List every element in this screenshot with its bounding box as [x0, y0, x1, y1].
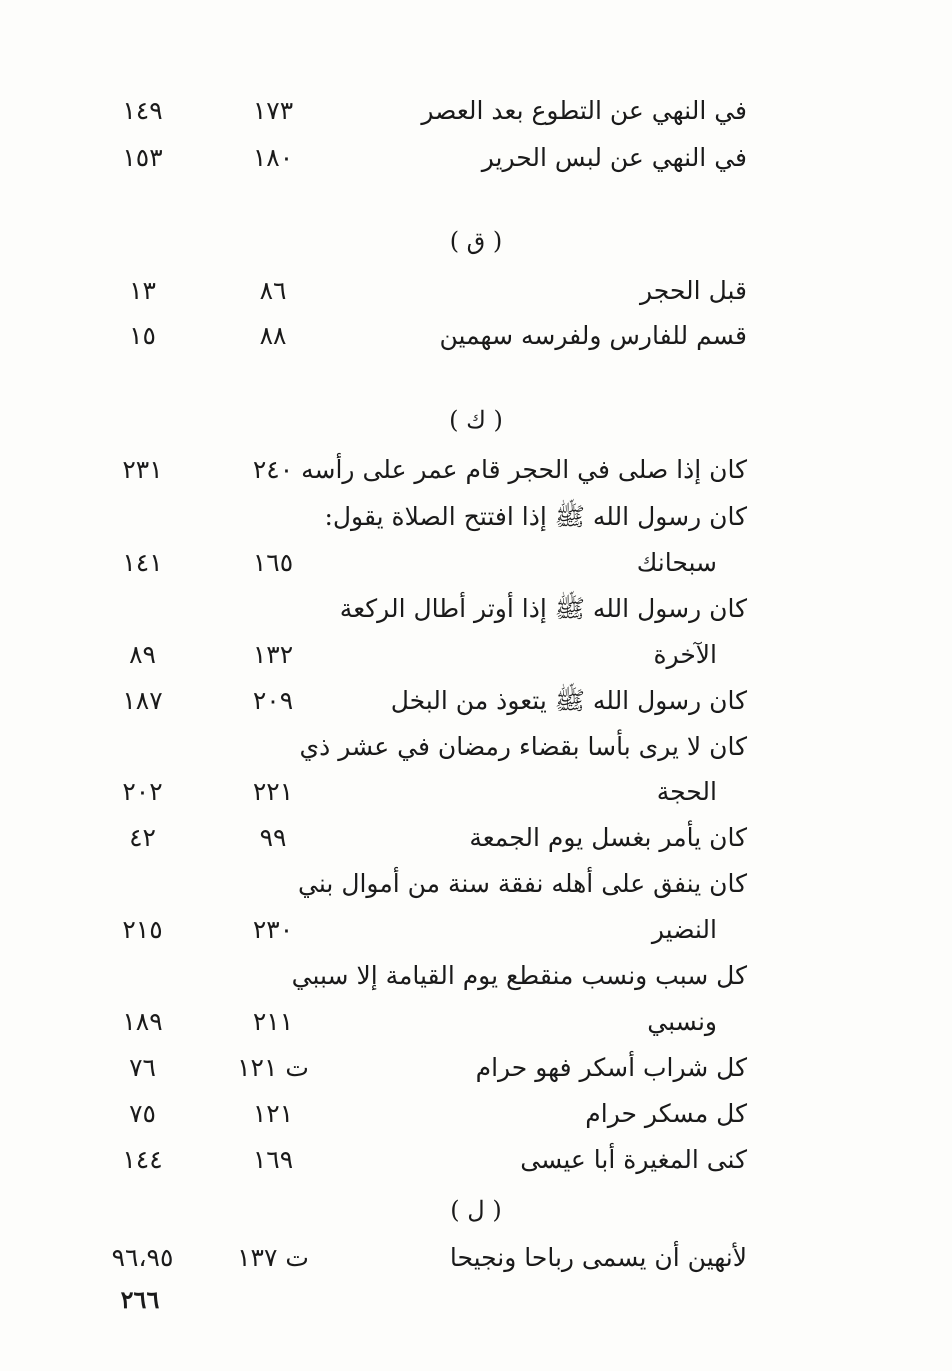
entry-text: كان رسول الله ﷺ يتعوذ من البخل: [390, 686, 747, 715]
index-row: [0, 450, 952, 490]
entry-number-1: ٢٣٠: [252, 915, 294, 944]
entry-number-2: ٩٦،٩٥: [111, 1243, 174, 1272]
index-row: [0, 271, 952, 311]
entry-number-1: ١٨٠: [252, 143, 294, 172]
entry-text: كل شراب أسكر فهو حرام: [475, 1053, 747, 1082]
entry-text: كل سبب ونسب منقطع يوم القيامة إلا سببي: [291, 961, 747, 990]
entry-number-1: ٩٩: [259, 823, 287, 852]
entry-number-2: ١٤٩: [122, 96, 163, 125]
entry-number-2: ٧٥: [129, 1099, 156, 1128]
entry-text: كان رسول الله ﷺ إذا أوتر أطال الركعة: [339, 594, 747, 623]
entry-number-1: ٢٤٠: [252, 455, 294, 484]
index-row: [0, 910, 952, 950]
entry-number-1: ٢١١: [252, 1007, 294, 1036]
index-row: [0, 316, 952, 356]
index-row: [0, 1048, 952, 1088]
entry-number-2: ٧٦: [129, 1053, 156, 1082]
index-row: [0, 1140, 952, 1180]
entry-number-1: ١٢١: [252, 1099, 294, 1128]
entry-number-1: ت ١٣٧: [237, 1243, 309, 1272]
entry-number-1: ٢٠٩: [252, 686, 294, 715]
entry-number-1: ٢٢١: [252, 777, 294, 806]
index-row: [0, 543, 952, 583]
entry-number-2: ١٤١: [122, 548, 163, 577]
entry-text: قبل الحجر: [639, 276, 747, 305]
entry-text: كل مسكر حرام: [585, 1099, 747, 1128]
entry-number-2: ١٣: [129, 276, 156, 305]
entry-text: لأنهين أن يسمى رباحا ونجيحا: [449, 1243, 747, 1272]
entry-number-2: ١٥: [129, 321, 156, 350]
entry-text: النضير: [651, 915, 717, 944]
entry-text: الآخرة: [653, 640, 717, 669]
entry-number-1: ١٦٥: [252, 548, 294, 577]
page-number: ٢٦٦: [120, 1285, 160, 1314]
index-row: [0, 1094, 952, 1134]
index-row: [0, 772, 952, 812]
entry-text: ونسبي: [647, 1007, 717, 1036]
section-header: [0, 400, 952, 440]
index-row: [0, 681, 952, 721]
section-letter: ( ل ): [450, 1196, 502, 1224]
entry-text: قسم للفارس ولفرسه سهمين: [439, 321, 747, 350]
entry-number-1: ٨٨: [259, 321, 287, 350]
entry-number-1: ٨٦: [259, 276, 287, 305]
entry-text: كان إذا صلى في الحجر قام عمر على رأسه: [301, 455, 747, 484]
page-footer: [0, 1280, 952, 1320]
index-row: [0, 91, 952, 131]
entry-text: في النهي عن التطوع بعد العصر: [421, 96, 747, 125]
index-row: [0, 727, 952, 767]
entry-number-2: ١٥٣: [122, 143, 163, 172]
entry-number-2: ٤٢: [129, 823, 156, 852]
index-row: [0, 1238, 952, 1278]
entry-number-1: ١٣٢: [252, 640, 294, 669]
entry-text: الحجة: [656, 777, 717, 806]
index-row: [0, 956, 952, 996]
index-row: [0, 635, 952, 675]
entry-number-1: ١٧٣: [252, 96, 294, 125]
entry-number-2: ٢٠٢: [122, 777, 163, 806]
entry-number-2: ١٤٤: [122, 1145, 163, 1174]
entry-text: سبحانك: [636, 548, 717, 577]
entry-number-2: ١٨٧: [122, 686, 163, 715]
section-header: [0, 1190, 952, 1230]
section-letter: ( ق ): [449, 227, 503, 255]
index-row: [0, 497, 952, 537]
index-row: [0, 589, 952, 629]
section-letter: ( ك ): [449, 406, 503, 434]
index-row: [0, 138, 952, 178]
entry-number-1: ١٦٩: [252, 1145, 294, 1174]
entry-text: كان رسول الله ﷺ إذا افتتح الصلاة يقول:: [324, 502, 747, 531]
index-row: [0, 1002, 952, 1042]
entry-text: كان لا يرى بأسا بقضاء رمضان في عشر ذي: [299, 732, 747, 761]
entry-number-2: ٨٩: [129, 640, 156, 669]
entry-text: كان يأمر بغسل يوم الجمعة: [469, 823, 747, 852]
entry-number-1: ت ١٢١: [237, 1053, 309, 1082]
entry-number-2: ١٨٩: [122, 1007, 163, 1036]
index-row: [0, 864, 952, 904]
entry-number-2: ٢١٥: [122, 915, 163, 944]
index-row: [0, 818, 952, 858]
entry-text: كان ينفق على أهله نفقة سنة من أموال بني: [298, 869, 747, 898]
entry-number-2: ٢٣١: [122, 455, 163, 484]
entry-text: كنى المغيرة أبا عيسى: [520, 1145, 747, 1174]
entry-text: في النهي عن لبس الحرير: [481, 143, 747, 172]
section-header: [0, 221, 952, 261]
